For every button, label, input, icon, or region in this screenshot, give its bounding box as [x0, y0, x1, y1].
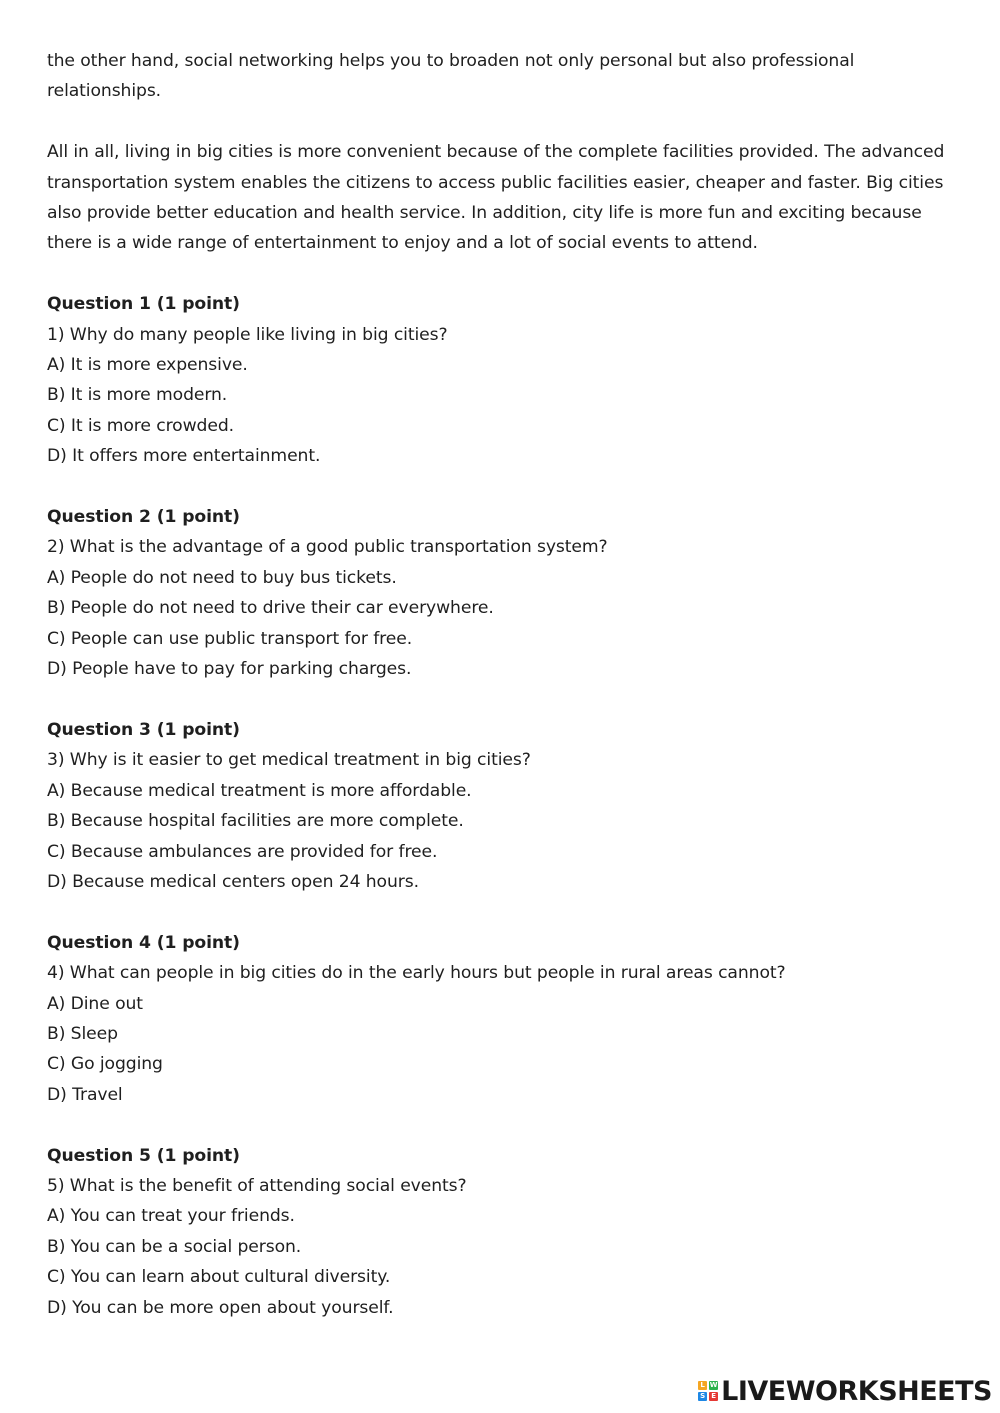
answer-option[interactable]: B) People do not need to drive their car everywhere.: [47, 598, 494, 619]
worksheet-page: [47, 46, 957, 1353]
question-prompt: 3) Why is it easier to get medical treatment in big cities?: [47, 750, 531, 771]
logo-letter-s: S: [700, 1392, 706, 1400]
answer-option[interactable]: A) Dine out: [47, 993, 143, 1014]
answer-option[interactable]: B) You can be a social person.: [47, 1236, 302, 1257]
answer-option[interactable]: B) It is more modern.: [47, 385, 228, 406]
answer-option[interactable]: D) Because medical centers open 24 hours.: [47, 871, 419, 892]
answer-option[interactable]: D) It offers more entertainment.: [47, 446, 321, 467]
answer-option[interactable]: B) Sleep: [47, 1023, 118, 1044]
answer-option[interactable]: C) Go jogging: [47, 1054, 163, 1075]
logo-letter-e: E: [709, 1392, 718, 1401]
question-4: [47, 928, 957, 1110]
answer-option[interactable]: D) Travel: [47, 1084, 123, 1105]
answer-option[interactable]: C) Because ambulances are provided for free.: [47, 841, 438, 862]
logo-letter-w: W: [709, 1381, 718, 1389]
question-title: Question 1 (1 point): [47, 294, 240, 315]
question-prompt: 5) What is the benefit of attending social events?: [47, 1175, 467, 1196]
answer-option[interactable]: A) Because medical treatment is more affordable.: [47, 780, 472, 801]
logo-letter-l: L: [698, 1381, 707, 1390]
answer-option[interactable]: D) People have to pay for parking charges.: [47, 659, 412, 680]
question-3: [47, 715, 957, 897]
reading-paragraph-1: the other hand, social networking helps you to broaden not only personal but also professional relationships.: [47, 51, 855, 102]
question-5: [47, 1141, 957, 1323]
question-prompt: 4) What can people in big cities do in the early hours but people in rural areas cannot?: [47, 963, 786, 984]
question-2: [47, 502, 957, 684]
answer-option[interactable]: D) You can be more open about yourself.: [47, 1297, 394, 1318]
answer-option[interactable]: A) It is more expensive.: [47, 355, 248, 376]
question-1: [47, 289, 957, 471]
liveworksheets-logo: [698, 1374, 992, 1408]
logo-mark-icon: [698, 1381, 718, 1401]
answer-option[interactable]: B) Because hospital facilities are more complete.: [47, 811, 464, 832]
question-prompt: 2) What is the advantage of a good public transportation system?: [47, 537, 608, 558]
reading-paragraph-2: All in all, living in big cities is more convenient because of the complete facilities provided. The advanced transportation system enables the citizens to access public facilities easier, cheaper and faster. Big cities also provide better education and health service. In addition, city life is more fun and exciting because there is a wide range of entertainment to enjoy and a lot of social events to attend.: [47, 142, 945, 254]
question-title: Question 2 (1 point): [47, 507, 240, 528]
answer-option[interactable]: C) You can learn about cultural diversity.: [47, 1267, 391, 1288]
question-title: Question 3 (1 point): [47, 719, 240, 740]
answer-option[interactable]: C) It is more crowded.: [47, 415, 234, 436]
answer-option[interactable]: C) People can use public transport for free.: [47, 628, 413, 649]
question-prompt: 1) Why do many people like living in big cities?: [47, 324, 448, 345]
question-title: Question 5 (1 point): [47, 1145, 240, 1166]
logo-text: LIVEWORKSHEETS: [721, 1375, 992, 1407]
answer-option[interactable]: A) You can treat your friends.: [47, 1206, 295, 1227]
answer-option[interactable]: A) People do not need to buy bus tickets.: [47, 567, 397, 588]
question-title: Question 4 (1 point): [47, 932, 240, 953]
